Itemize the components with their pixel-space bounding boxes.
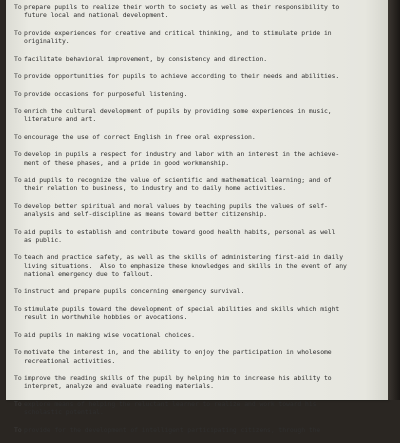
objective-bullet: To	[14, 28, 22, 37]
objective-text	[24, 305, 339, 322]
objective-text	[24, 331, 195, 339]
objective-item	[14, 29, 382, 46]
objective-item	[14, 72, 382, 80]
objective-item	[14, 107, 382, 124]
objective-line: provide occasions for purposeful listening.	[24, 89, 188, 98]
objective-line: ment of these phases, and a pride in good workmanship.	[24, 158, 230, 167]
objective-line: recreational activities.	[24, 356, 116, 365]
objective-line: literature and art.	[24, 115, 97, 124]
objective-item	[14, 287, 382, 295]
objective-item	[14, 305, 382, 322]
objective-bullet: To	[14, 72, 22, 81]
objective-bullet: To	[14, 348, 22, 357]
objective-text	[24, 228, 335, 245]
objective-text	[24, 400, 316, 417]
objective-line: teach and practice safety, as well as the skills of administering first-aid in daily	[24, 253, 343, 262]
objective-line: provide opportunities for pupils to achieve according to their needs and abilities.	[24, 72, 340, 81]
objective-text	[24, 133, 256, 141]
objective-line: enrich the cultural development of pupils by providing some experiences in music,	[24, 107, 332, 116]
objective-line: develop better spiritual and moral values by teaching pupils the values of self-	[24, 201, 328, 210]
objective-bullet: To	[14, 304, 22, 313]
objective-text	[24, 348, 332, 365]
objective-item	[14, 374, 382, 391]
objective-line: instruct and prepare pupils concerning emergency survival.	[24, 287, 245, 296]
objective-bullet: To	[14, 132, 22, 141]
objective-bullet: To	[14, 374, 22, 383]
objective-item	[14, 400, 382, 417]
objective-line: aid pupils to establish and contribute toward good health habits, personal as well	[24, 227, 336, 236]
objective-line: encourage the use of correct English in free oral expression.	[24, 132, 256, 141]
objective-item	[14, 253, 382, 278]
objective-text	[24, 29, 332, 46]
objective-item	[14, 90, 382, 98]
objective-item	[14, 228, 382, 245]
objective-item	[14, 55, 382, 63]
objective-item	[14, 426, 382, 434]
objective-bullet: To	[14, 107, 22, 116]
objective-bullet: To	[14, 287, 22, 296]
objective-line: improve the reading skills of the pupil by helping him to increase his ability to	[24, 374, 332, 383]
objective-line: as public.	[24, 235, 62, 244]
objective-line: provide experiences for creative and critical thinking, and to stimulate pride in	[24, 28, 332, 37]
objective-line: their relation to business, to industry and to daily home activities.	[24, 184, 287, 193]
typed-page	[6, 0, 388, 434]
objective-bullet: To	[14, 253, 22, 262]
objective-text	[24, 287, 244, 295]
objective-item	[14, 331, 382, 339]
objective-item	[14, 133, 382, 141]
objective-line: originality.	[24, 37, 70, 46]
objective-bullet: To	[14, 176, 22, 185]
objective-bullet: To	[14, 330, 22, 339]
objective-item	[14, 348, 382, 365]
objective-line: facilitate behavioral improvement, by consistency and direction.	[24, 54, 268, 63]
objective-line: stimulate pupils toward the development of special abilities and skills which might	[24, 304, 340, 313]
objective-bullet: To	[14, 201, 22, 210]
objective-bullet: To	[14, 227, 22, 236]
objective-bullet: To	[14, 399, 22, 408]
objective-line: future local and national development.	[24, 11, 169, 20]
objective-bullet: To	[14, 89, 22, 98]
objective-line: result in worthwhile hobbies or avocations.	[24, 313, 188, 322]
objective-line: scholastic potential.	[24, 408, 104, 417]
objective-text	[24, 72, 339, 80]
objective-text	[24, 90, 187, 98]
objective-line: provide for the development of intelligent participating citizens, through the	[24, 425, 321, 434]
objective-line: national emergency due to fallout.	[24, 270, 154, 278]
objective-bullet: To	[14, 425, 22, 434]
objective-line: motivate the interest in, and the ability to enjoy the participation in wholesome	[24, 348, 332, 357]
objective-text	[24, 374, 332, 391]
objective-text	[24, 150, 339, 167]
objective-line: develop in pupils a respect for industry and labor with an interest in the achieve-	[24, 150, 340, 159]
objective-line: analysis and self-discipline as means toward better citizenship.	[24, 210, 268, 219]
objective-text	[24, 426, 320, 434]
objective-text	[24, 253, 347, 278]
objective-line: explore means of helping the reluctant learner to realize and work toward his	[24, 399, 317, 408]
binding-edge	[388, 0, 400, 400]
objectives-list	[14, 3, 382, 443]
objective-line: aid pupils to recognize the value of scientific and mathematical learning; and of	[24, 176, 332, 185]
objective-text	[24, 55, 267, 63]
objective-item	[14, 3, 382, 20]
objective-line: prepare pupils to realize their worth to society as well as their responsibility to	[24, 3, 340, 11]
objective-text	[24, 3, 339, 20]
objective-bullet: To	[14, 3, 22, 11]
objective-bullet: To	[14, 150, 22, 159]
objective-text	[24, 107, 332, 124]
objective-bullet: To	[14, 54, 22, 63]
objective-item	[14, 150, 382, 167]
objective-line: aid pupils in making wise vocational choices.	[24, 330, 195, 339]
objective-text	[24, 202, 328, 219]
objective-text	[24, 176, 332, 193]
objective-item	[14, 202, 382, 219]
objective-item	[14, 176, 382, 193]
objective-line: living situations. Also to emphasize these knowledges and skills in the event of any	[24, 261, 347, 270]
objective-line: interpret, analyze and evaluate reading materials.	[24, 382, 214, 391]
